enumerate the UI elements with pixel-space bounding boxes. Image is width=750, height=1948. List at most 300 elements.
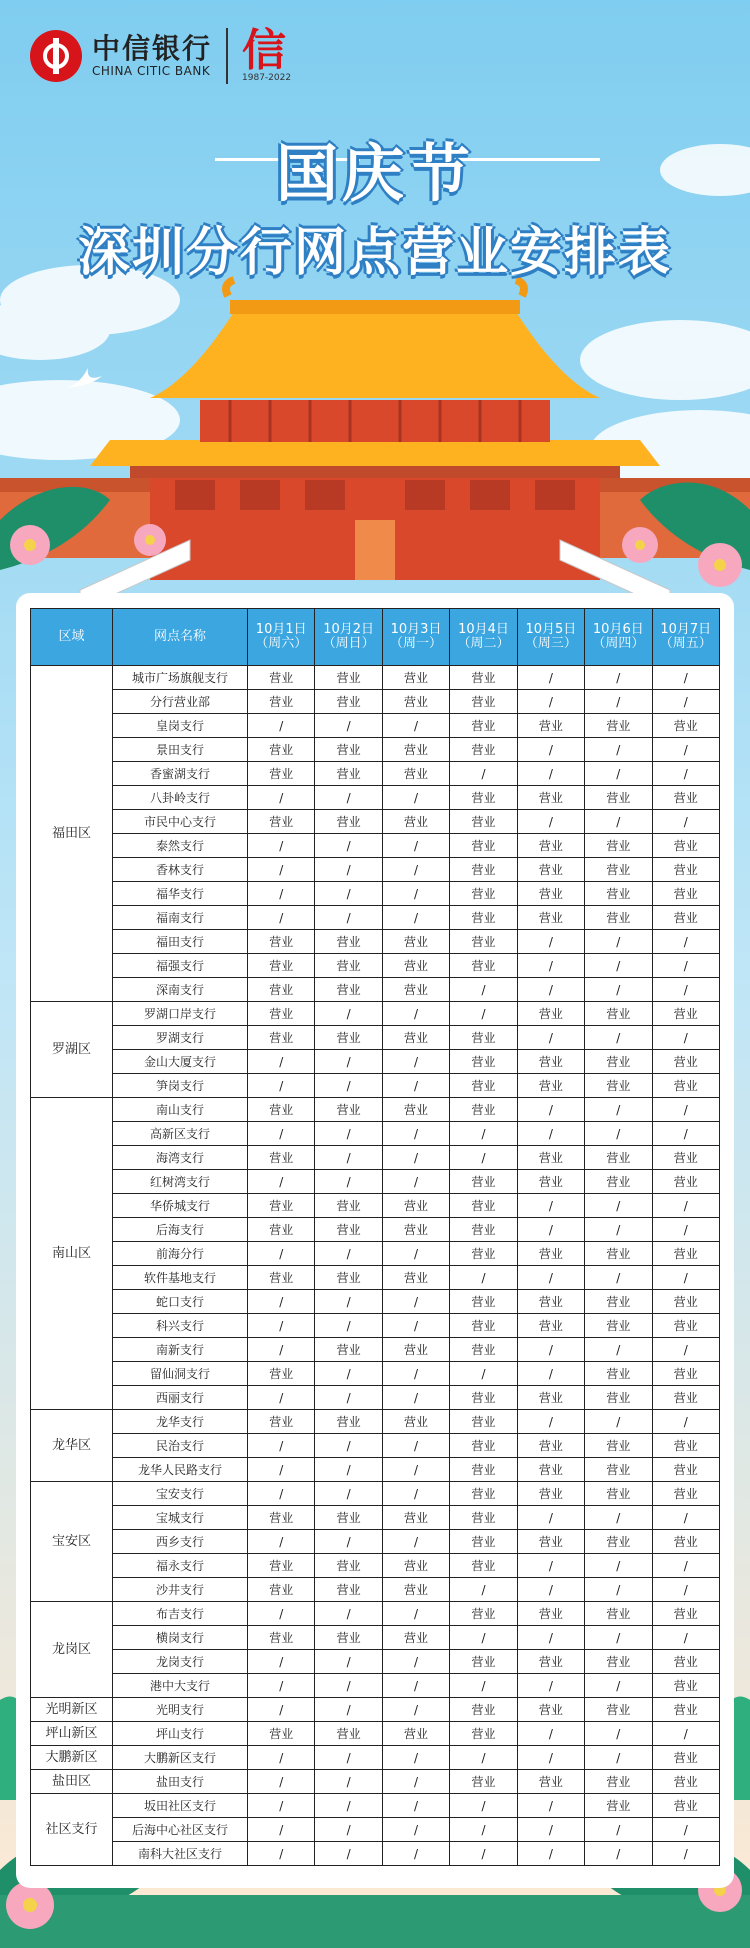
status-cell: 营业 xyxy=(450,1242,517,1266)
status-cell: 营业 xyxy=(652,1290,719,1314)
status-cell: / xyxy=(450,762,517,786)
table-row xyxy=(31,882,720,906)
column-header: 10月2日 （周日） xyxy=(315,609,382,666)
status-cell: / xyxy=(315,1794,382,1818)
status-cell: 营业 xyxy=(585,1602,652,1626)
status-cell: / xyxy=(652,1026,719,1050)
status-cell: / xyxy=(585,978,652,1002)
status-cell: / xyxy=(315,1434,382,1458)
status-cell: / xyxy=(585,666,652,690)
district-cell: 罗湖区 xyxy=(31,1002,113,1098)
district-cell: 盐田区 xyxy=(31,1770,113,1794)
status-cell: / xyxy=(382,1002,449,1026)
status-cell: 营业 xyxy=(382,1626,449,1650)
district-cell: 社区支行 xyxy=(31,1794,113,1866)
status-cell: / xyxy=(248,1170,315,1194)
status-cell: 营业 xyxy=(248,1266,315,1290)
status-cell: 营业 xyxy=(450,1722,517,1746)
status-cell: / xyxy=(652,1722,719,1746)
status-cell: / xyxy=(315,786,382,810)
status-cell: / xyxy=(652,1818,719,1842)
status-cell: / xyxy=(382,906,449,930)
status-cell: / xyxy=(315,1698,382,1722)
status-cell: / xyxy=(450,1794,517,1818)
status-cell: 营业 xyxy=(450,738,517,762)
district-cell: 南山区 xyxy=(31,1098,113,1410)
status-cell: / xyxy=(585,1818,652,1842)
branch-name-cell: 深南支行 xyxy=(113,978,248,1002)
status-cell: 营业 xyxy=(450,1434,517,1458)
column-header: 网点名称 xyxy=(113,609,248,666)
page-title: 国庆节 xyxy=(275,137,474,210)
status-cell: 营业 xyxy=(450,1290,517,1314)
status-cell: / xyxy=(450,1842,517,1866)
status-cell: 营业 xyxy=(248,930,315,954)
status-cell: / xyxy=(652,810,719,834)
status-cell: / xyxy=(248,1482,315,1506)
status-cell: / xyxy=(450,1122,517,1146)
status-cell: 营业 xyxy=(652,1530,719,1554)
status-cell: / xyxy=(315,1602,382,1626)
status-cell: 营业 xyxy=(450,714,517,738)
status-cell: 营业 xyxy=(652,858,719,882)
status-cell: / xyxy=(248,1338,315,1362)
logo-text xyxy=(92,34,212,78)
status-cell: / xyxy=(517,1338,584,1362)
status-cell: 营业 xyxy=(450,1338,517,1362)
status-cell: / xyxy=(585,1554,652,1578)
status-cell: / xyxy=(315,906,382,930)
status-cell: 营业 xyxy=(652,1242,719,1266)
branch-name-cell: 后海中心社区支行 xyxy=(113,1818,248,1842)
status-cell: 营业 xyxy=(517,1434,584,1458)
logo-english-name: CHINA CITIC BANK xyxy=(92,64,211,78)
status-cell: 营业 xyxy=(450,1458,517,1482)
table-row xyxy=(31,690,720,714)
status-cell: 营业 xyxy=(315,690,382,714)
status-cell: / xyxy=(248,1818,315,1842)
status-cell: / xyxy=(315,1122,382,1146)
status-cell: 营业 xyxy=(450,834,517,858)
status-cell: / xyxy=(315,1746,382,1770)
status-cell: / xyxy=(248,1242,315,1266)
status-cell: / xyxy=(652,1098,719,1122)
table-row xyxy=(31,1674,720,1698)
status-cell: / xyxy=(517,1410,584,1434)
status-cell: 营业 xyxy=(652,906,719,930)
status-cell: / xyxy=(585,954,652,978)
status-cell: 营业 xyxy=(585,834,652,858)
branch-name-cell: 福永支行 xyxy=(113,1554,248,1578)
status-cell: / xyxy=(585,810,652,834)
branch-name-cell: 福强支行 xyxy=(113,954,248,978)
status-cell: / xyxy=(382,1170,449,1194)
table-row xyxy=(31,1482,720,1506)
status-cell: / xyxy=(315,1458,382,1482)
district-cell: 龙岗区 xyxy=(31,1602,113,1698)
status-cell: / xyxy=(652,1578,719,1602)
status-cell: / xyxy=(517,1098,584,1122)
status-cell: / xyxy=(248,1650,315,1674)
status-cell: / xyxy=(450,1266,517,1290)
status-cell: 营业 xyxy=(517,1050,584,1074)
status-cell: 营业 xyxy=(382,1410,449,1434)
status-cell: / xyxy=(517,1218,584,1242)
status-cell: 营业 xyxy=(585,906,652,930)
status-cell: 营业 xyxy=(652,1746,719,1770)
status-cell: 营业 xyxy=(517,1074,584,1098)
status-cell: 营业 xyxy=(652,1146,719,1170)
status-cell: / xyxy=(585,1626,652,1650)
status-cell: 营业 xyxy=(315,930,382,954)
page-subtitle: 深圳分行网点营业安排表 xyxy=(77,223,672,283)
status-cell: / xyxy=(585,930,652,954)
status-cell: / xyxy=(382,858,449,882)
status-cell: 营业 xyxy=(248,1506,315,1530)
status-cell: / xyxy=(315,1818,382,1842)
status-cell: / xyxy=(382,1842,449,1866)
status-cell: / xyxy=(517,1554,584,1578)
status-cell: / xyxy=(517,1674,584,1698)
status-cell: 营业 xyxy=(517,1530,584,1554)
status-cell: 营业 xyxy=(517,834,584,858)
status-cell: 营业 xyxy=(450,1098,517,1122)
status-cell: / xyxy=(652,1218,719,1242)
status-cell: / xyxy=(652,1554,719,1578)
status-cell: 营业 xyxy=(315,1626,382,1650)
status-cell: / xyxy=(248,1842,315,1866)
table-row xyxy=(31,1530,720,1554)
status-cell: 营业 xyxy=(248,666,315,690)
status-cell: / xyxy=(248,1770,315,1794)
status-cell: 营业 xyxy=(382,1218,449,1242)
status-cell: 营业 xyxy=(517,858,584,882)
status-cell: / xyxy=(382,1242,449,1266)
status-cell: / xyxy=(382,882,449,906)
status-cell: / xyxy=(382,1290,449,1314)
status-cell: / xyxy=(315,1314,382,1338)
branch-name-cell: 沙井支行 xyxy=(113,1578,248,1602)
status-cell: 营业 xyxy=(382,1722,449,1746)
status-cell: / xyxy=(652,954,719,978)
status-cell: 营业 xyxy=(450,882,517,906)
table-row xyxy=(31,1026,720,1050)
anniversary-glyph: 信 xyxy=(242,25,287,76)
status-cell: / xyxy=(585,1506,652,1530)
status-cell: / xyxy=(248,786,315,810)
status-cell: 营业 xyxy=(517,1458,584,1482)
status-cell: / xyxy=(248,882,315,906)
status-cell: / xyxy=(248,714,315,738)
table-row xyxy=(31,1722,720,1746)
status-cell: 营业 xyxy=(248,1146,315,1170)
status-cell: / xyxy=(248,1290,315,1314)
status-cell: 营业 xyxy=(517,1386,584,1410)
table-row xyxy=(31,1818,720,1842)
status-cell: / xyxy=(382,1602,449,1626)
status-cell: / xyxy=(382,714,449,738)
status-cell: 营业 xyxy=(450,1770,517,1794)
status-cell: 营业 xyxy=(450,858,517,882)
status-cell: 营业 xyxy=(517,1146,584,1170)
status-cell: / xyxy=(517,978,584,1002)
table-row xyxy=(31,1770,720,1794)
status-cell: 营业 xyxy=(652,1602,719,1626)
status-cell: 营业 xyxy=(517,1242,584,1266)
table-row xyxy=(31,906,720,930)
branch-name-cell: 城市广场旗舰支行 xyxy=(113,666,248,690)
status-cell: / xyxy=(382,786,449,810)
status-cell: / xyxy=(315,1770,382,1794)
status-cell: 营业 xyxy=(652,1674,719,1698)
status-cell: / xyxy=(517,930,584,954)
status-cell: / xyxy=(315,882,382,906)
branch-name-cell: 香林支行 xyxy=(113,858,248,882)
status-cell: / xyxy=(652,1842,719,1866)
status-cell: 营业 xyxy=(585,786,652,810)
table-row xyxy=(31,1074,720,1098)
district-cell: 宝安区 xyxy=(31,1482,113,1602)
status-cell: / xyxy=(585,1098,652,1122)
table-row xyxy=(31,930,720,954)
status-cell: 营业 xyxy=(652,1362,719,1386)
table-row xyxy=(31,1554,720,1578)
status-cell: 营业 xyxy=(450,1314,517,1338)
status-cell: 营业 xyxy=(382,1026,449,1050)
status-cell: / xyxy=(517,1026,584,1050)
status-cell: / xyxy=(652,930,719,954)
status-cell: / xyxy=(382,1458,449,1482)
status-cell: 营业 xyxy=(652,1002,719,1026)
column-header: 10月5日 （周三） xyxy=(517,609,584,666)
status-cell: 营业 xyxy=(248,1194,315,1218)
status-cell: 营业 xyxy=(585,1770,652,1794)
branch-name-cell: 后海支行 xyxy=(113,1218,248,1242)
table-row xyxy=(31,954,720,978)
status-cell: / xyxy=(585,1194,652,1218)
status-cell: / xyxy=(248,858,315,882)
anniversary-years: 1987-2022 xyxy=(242,73,292,83)
status-cell: / xyxy=(248,1122,315,1146)
status-cell: 营业 xyxy=(585,1650,652,1674)
status-cell: 营业 xyxy=(450,690,517,714)
status-cell: 营业 xyxy=(382,930,449,954)
status-cell: 营业 xyxy=(517,786,584,810)
status-cell: 营业 xyxy=(315,1722,382,1746)
branch-name-cell: 罗湖口岸支行 xyxy=(113,1002,248,1026)
table-row xyxy=(31,978,720,1002)
status-cell: / xyxy=(382,1386,449,1410)
status-cell: 营业 xyxy=(315,810,382,834)
status-cell: / xyxy=(450,1146,517,1170)
status-cell: / xyxy=(517,1626,584,1650)
logo-divider xyxy=(226,28,228,84)
status-cell: / xyxy=(652,1122,719,1146)
status-cell: 营业 xyxy=(652,1050,719,1074)
table-header-row xyxy=(31,609,720,666)
status-cell: 营业 xyxy=(248,1026,315,1050)
status-cell: 营业 xyxy=(315,666,382,690)
status-cell: 营业 xyxy=(450,786,517,810)
table-row xyxy=(31,1794,720,1818)
branch-name-cell: 分行营业部 xyxy=(113,690,248,714)
status-cell: 营业 xyxy=(585,714,652,738)
status-cell: 营业 xyxy=(450,1554,517,1578)
branch-name-cell: 笋岗支行 xyxy=(113,1074,248,1098)
status-cell: 营业 xyxy=(382,1338,449,1362)
status-cell: / xyxy=(315,1146,382,1170)
status-cell: 营业 xyxy=(585,1074,652,1098)
table-row xyxy=(31,714,720,738)
status-cell: 营业 xyxy=(382,738,449,762)
status-cell: 营业 xyxy=(585,882,652,906)
branch-name-cell: 布吉支行 xyxy=(113,1602,248,1626)
status-cell: 营业 xyxy=(585,1314,652,1338)
status-cell: 营业 xyxy=(652,882,719,906)
status-cell: / xyxy=(517,762,584,786)
status-cell: 营业 xyxy=(450,1074,517,1098)
status-cell: 营业 xyxy=(382,762,449,786)
table-row xyxy=(31,1410,720,1434)
status-cell: 营业 xyxy=(652,1698,719,1722)
status-cell: / xyxy=(450,1674,517,1698)
status-cell: / xyxy=(585,1218,652,1242)
status-cell: / xyxy=(382,1314,449,1338)
status-cell: 营业 xyxy=(450,1602,517,1626)
status-cell: 营业 xyxy=(652,1434,719,1458)
status-cell: 营业 xyxy=(382,978,449,1002)
status-cell: / xyxy=(248,1386,315,1410)
status-cell: 营业 xyxy=(248,1098,315,1122)
table-row xyxy=(31,1314,720,1338)
status-cell: / xyxy=(585,1266,652,1290)
status-cell: 营业 xyxy=(248,690,315,714)
branch-name-cell: 坂田社区支行 xyxy=(113,1794,248,1818)
status-cell: / xyxy=(382,1746,449,1770)
status-cell: / xyxy=(315,1674,382,1698)
status-cell: 营业 xyxy=(450,1386,517,1410)
status-cell: 营业 xyxy=(450,1026,517,1050)
status-cell: 营业 xyxy=(315,762,382,786)
status-cell: 营业 xyxy=(450,1650,517,1674)
branch-name-cell: 西丽支行 xyxy=(113,1386,248,1410)
branch-name-cell: 宝城支行 xyxy=(113,1506,248,1530)
table-row xyxy=(31,1506,720,1530)
status-cell: / xyxy=(248,1746,315,1770)
status-cell: / xyxy=(382,1530,449,1554)
status-cell: 营业 xyxy=(450,810,517,834)
status-cell: 营业 xyxy=(450,666,517,690)
status-cell: 营业 xyxy=(315,1410,382,1434)
status-cell: 营业 xyxy=(652,1650,719,1674)
citic-logo-icon xyxy=(30,30,82,82)
column-header: 区域 xyxy=(31,609,113,666)
branch-name-cell: 大鹏新区支行 xyxy=(113,1746,248,1770)
column-header: 10月4日 （周二） xyxy=(450,609,517,666)
table-row xyxy=(31,1650,720,1674)
status-cell: / xyxy=(248,1674,315,1698)
status-cell: 营业 xyxy=(248,1362,315,1386)
status-cell: 营业 xyxy=(248,1578,315,1602)
status-cell: 营业 xyxy=(315,1026,382,1050)
table-row xyxy=(31,1434,720,1458)
status-cell: / xyxy=(517,738,584,762)
status-cell: / xyxy=(585,1122,652,1146)
anniversary-mark xyxy=(242,25,292,83)
status-cell: 营业 xyxy=(517,1314,584,1338)
status-cell: 营业 xyxy=(450,1218,517,1242)
table-row xyxy=(31,1194,720,1218)
status-cell: / xyxy=(585,1026,652,1050)
status-cell: 营业 xyxy=(517,1698,584,1722)
branch-name-cell: 南山支行 xyxy=(113,1098,248,1122)
column-header: 10月7日 （周五） xyxy=(652,609,719,666)
status-cell: / xyxy=(585,1722,652,1746)
status-cell: / xyxy=(315,714,382,738)
status-cell: / xyxy=(315,858,382,882)
schedule-table xyxy=(30,608,720,1866)
branch-name-cell: 横岗支行 xyxy=(113,1626,248,1650)
status-cell: 营业 xyxy=(450,954,517,978)
column-header: 10月3日 （周一） xyxy=(382,609,449,666)
status-cell: 营业 xyxy=(248,1554,315,1578)
branch-name-cell: 盐田支行 xyxy=(113,1770,248,1794)
status-cell: 营业 xyxy=(248,978,315,1002)
status-cell: / xyxy=(585,1578,652,1602)
status-cell: / xyxy=(382,834,449,858)
table-row xyxy=(31,786,720,810)
status-cell: 营业 xyxy=(248,738,315,762)
status-cell: / xyxy=(450,1362,517,1386)
status-cell: 营业 xyxy=(517,1170,584,1194)
status-cell: / xyxy=(450,1626,517,1650)
status-cell: / xyxy=(517,1362,584,1386)
status-cell: / xyxy=(315,1242,382,1266)
status-cell: / xyxy=(382,1674,449,1698)
status-cell: / xyxy=(248,1794,315,1818)
status-cell: 营业 xyxy=(652,1314,719,1338)
table-row xyxy=(31,1098,720,1122)
status-cell: / xyxy=(585,1842,652,1866)
status-cell: 营业 xyxy=(315,1266,382,1290)
status-cell: / xyxy=(517,1194,584,1218)
status-cell: / xyxy=(248,906,315,930)
table-row xyxy=(31,1290,720,1314)
district-cell: 大鹏新区 xyxy=(31,1746,113,1770)
branch-name-cell: 龙华支行 xyxy=(113,1410,248,1434)
table-row xyxy=(31,1602,720,1626)
table-row xyxy=(31,1218,720,1242)
table-row xyxy=(31,810,720,834)
status-cell: 营业 xyxy=(450,1698,517,1722)
table-row xyxy=(31,1242,720,1266)
status-cell: 营业 xyxy=(585,1002,652,1026)
table-row xyxy=(31,1842,720,1866)
status-cell: 营业 xyxy=(585,858,652,882)
district-cell: 福田区 xyxy=(31,666,113,1002)
status-cell: 营业 xyxy=(315,1338,382,1362)
status-cell: / xyxy=(585,690,652,714)
branch-name-cell: 红树湾支行 xyxy=(113,1170,248,1194)
status-cell: 营业 xyxy=(585,1386,652,1410)
branch-name-cell: 留仙洞支行 xyxy=(113,1362,248,1386)
branch-name-cell: 光明支行 xyxy=(113,1698,248,1722)
status-cell: / xyxy=(382,1434,449,1458)
table-row xyxy=(31,1146,720,1170)
status-cell: / xyxy=(652,1626,719,1650)
status-cell: / xyxy=(248,1602,315,1626)
branch-name-cell: 宝安支行 xyxy=(113,1482,248,1506)
